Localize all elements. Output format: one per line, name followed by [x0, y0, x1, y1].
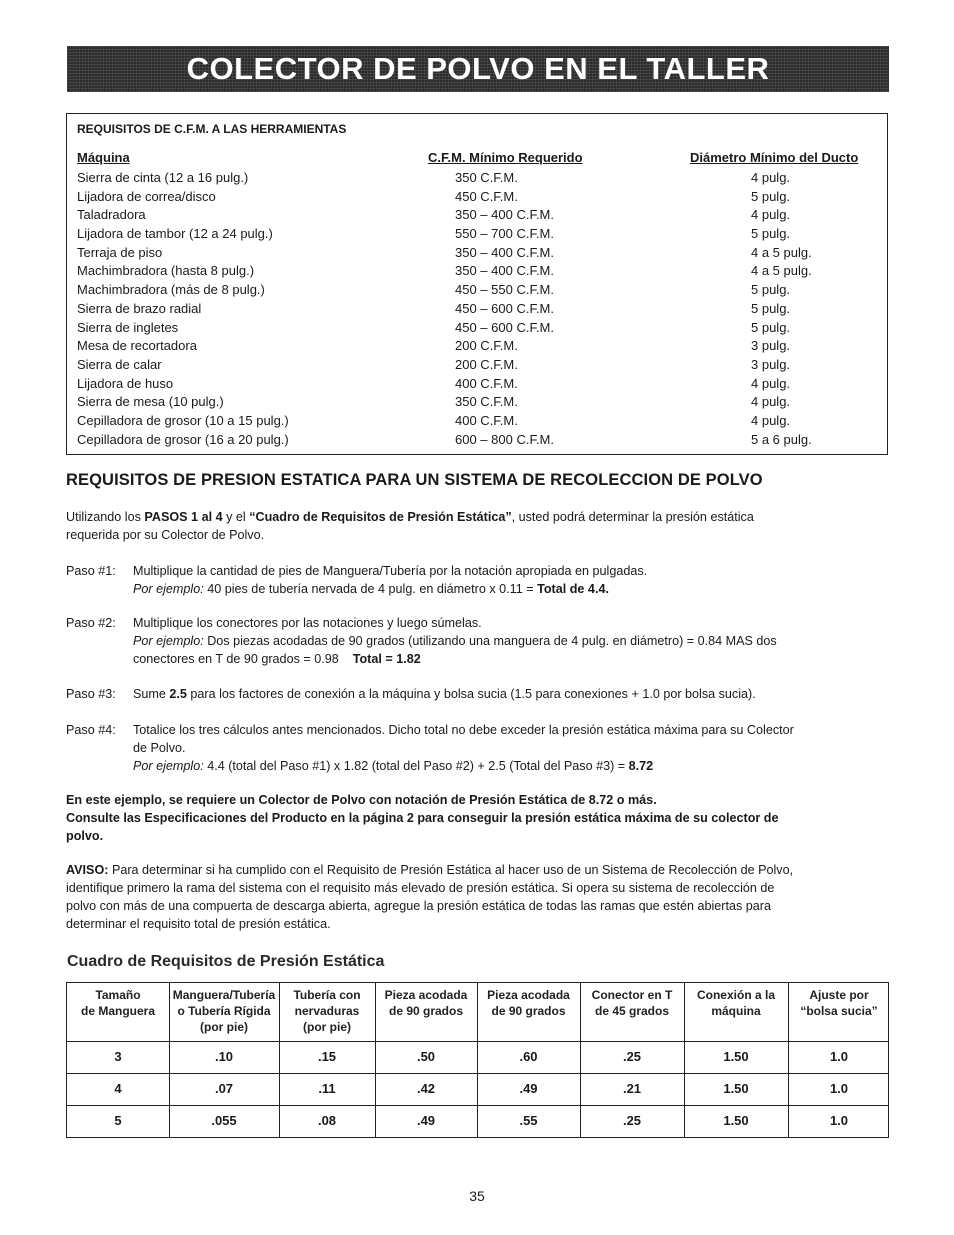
machine-cell: Machimbradora (hasta 8 pulg.): [77, 263, 255, 279]
step-1-text: Multiplique la cantidad de pies de Manguera/Tubería por la notación apropiada en pulgadas.: [133, 564, 648, 578]
machine-cell: Lijadora de huso: [77, 375, 174, 391]
table-row: [67, 301, 887, 320]
page-banner: [67, 46, 889, 92]
machine-cell: Sierra de mesa (10 pulg.): [77, 394, 224, 410]
table-cell: .42: [416, 1081, 436, 1096]
table-cell: 1.50: [723, 1081, 749, 1096]
cfm-cell: 450 C.F.M.: [455, 188, 518, 204]
table-cell: .49: [416, 1113, 436, 1128]
machine-cell: Machimbradora (más de 8 pulg.): [77, 282, 265, 298]
duct-cell: 5 pulg.: [751, 188, 791, 204]
duct-cell: 5 pulg.: [751, 282, 791, 298]
column-header-line: de 90 grados: [388, 1004, 464, 1018]
step-4-example-label: Por ejemplo:: [133, 759, 204, 773]
notice-label: AVISO:: [66, 863, 109, 877]
table-cell: 1.50: [723, 1049, 749, 1064]
table-cell: 5: [114, 1113, 122, 1128]
cfm-cell: 350 C.F.M.: [455, 394, 518, 410]
table-cell: .08: [317, 1113, 337, 1128]
table-cell: 1.0: [829, 1113, 849, 1128]
conclusion-line: polvo.: [66, 829, 104, 843]
table-cell: .25: [622, 1113, 642, 1128]
cfm-cell: 450 – 600 C.F.M.: [455, 319, 554, 335]
table-row: [67, 245, 887, 264]
conclusion-line: En este ejemplo, se requiere un Colector de Polvo con notación de Presión Estática de 8.72 o más.: [66, 793, 657, 807]
column-header-line: [375, 1019, 477, 1035]
cfm-cell: 400 C.F.M.: [455, 412, 518, 428]
column-header-line: máquina: [711, 1004, 761, 1018]
sp-table-title: Cuadro de Requisitos de Presión Estática: [67, 953, 385, 970]
duct-cell: 4 a 5 pulg.: [751, 263, 812, 279]
duct-cell: 5 pulg.: [751, 319, 791, 335]
page-number: 35: [469, 1188, 485, 1204]
machine-cell: Sierra de calar: [77, 356, 162, 372]
column-header-line: Tamaño: [95, 988, 141, 1002]
step-2-body: [133, 614, 873, 668]
conclusion-line: Consulte las Especificaciones del Producto en la página 2 para conseguir la presión estática máxima de su colector de: [66, 811, 779, 825]
step-2-example-label: Por ejemplo:: [133, 634, 204, 648]
table-row: [67, 282, 887, 301]
table-row: [67, 226, 887, 245]
table-cell: .50: [416, 1049, 436, 1064]
table-row: [67, 170, 887, 189]
column-header-line: Conector en T: [591, 988, 673, 1002]
step-3-text: para los factores de conexión a la máquina y bolsa sucia (1.5 para conexiones + 1.0 por bolsa sucia).: [186, 687, 756, 701]
column-header-duct: Diámetro Mínimo del Ducto: [690, 150, 859, 165]
column-header-line: (por pie): [200, 1020, 248, 1034]
table-row: [67, 263, 887, 282]
column-header-line: de 90 grados: [491, 1004, 566, 1018]
row-divider: [67, 1073, 888, 1074]
table-cell: .11: [318, 1081, 336, 1096]
column-header-line: o Tubería Rígida: [177, 1004, 271, 1018]
step-4-text: Totalice los tres cálculos antes mencionados. Dicho total no debe exceder la presión estática máxima para su Colector: [133, 723, 794, 737]
machine-cell: Mesa de recortadora: [77, 338, 197, 354]
cfm-cell: 350 – 400 C.F.M.: [455, 207, 554, 223]
static-pressure-table: [66, 982, 889, 1138]
step-2-example-cont: conectores en T de 90 grados = 0.98: [133, 652, 353, 666]
table-row: [67, 338, 887, 357]
table-cell: 4: [114, 1081, 122, 1096]
intro-text: , usted podrá determinar la presión estática: [511, 510, 754, 524]
table-cell: .21: [622, 1081, 642, 1096]
column-header-line: [67, 1019, 169, 1035]
step-1-example: 40 pies de tubería nervada de 4 pulg. en diámetro x 0.11 =: [203, 582, 538, 596]
duct-cell: 4 pulg.: [751, 412, 791, 428]
step-3-text: Sume: [133, 687, 170, 701]
conclusion-paragraph: [66, 791, 888, 845]
column-header-line: [684, 1019, 788, 1035]
duct-cell: 4 a 5 pulg.: [751, 244, 812, 260]
column-header: [684, 987, 788, 1035]
table-cell: .10: [214, 1049, 234, 1064]
table-cell: .60: [519, 1049, 538, 1064]
machine-cell: Cepilladora de grosor (16 a 20 pulg.): [77, 431, 289, 447]
column-header-cfm: C.F.M. Mínimo Requerido: [428, 150, 583, 165]
step-4-body: [133, 721, 873, 775]
table-cell: .15: [317, 1049, 337, 1064]
row-divider: [67, 1041, 888, 1042]
column-header: [580, 987, 684, 1035]
machine-cell: Lijadora de correa/disco: [77, 188, 216, 204]
duct-cell: 3 pulg.: [751, 338, 791, 354]
column-header: [67, 987, 169, 1035]
intro-paragraph: [66, 508, 888, 544]
table-cell: 1.0: [829, 1049, 849, 1064]
table-cell: 1.0: [829, 1081, 849, 1096]
notice-line: Para determinar si ha cumplido con el Requisito de Presión Estática al hacer uso de un Sistema de Recolección de Polvo,: [108, 863, 794, 877]
step-3-body: [133, 685, 873, 703]
cfm-cell: 550 – 700 C.F.M.: [455, 226, 554, 242]
column-header-line: Tubería con: [293, 988, 361, 1002]
notice-line: polvo con más de una compuerta de descarga abierta, agregue la presión estática de todas las ramas que estén abiertas para: [66, 899, 771, 913]
table-cell: .55: [519, 1113, 538, 1128]
step-2-text: Multiplique los conectores por las notaciones y luego súmelas.: [133, 616, 482, 630]
column-header: [169, 987, 279, 1035]
table-row: [67, 394, 887, 413]
machine-cell: Lijadora de tambor (12 a 24 pulg.): [77, 226, 273, 242]
duct-cell: 5 pulg.: [751, 300, 791, 316]
intro-bold-steps: PASOS 1 al 4: [144, 510, 223, 524]
table-row: [67, 376, 887, 395]
table-cell: 1.50: [723, 1113, 749, 1128]
column-header: [477, 987, 580, 1035]
machine-cell: Terraja de piso: [77, 244, 163, 260]
column-header-machine: Máquina: [77, 150, 130, 165]
step-4-example: 4.4 (total del Paso #1) x 1.82 (total del Paso #2) + 2.5 (Total del Paso #3) =: [203, 759, 629, 773]
step-4-label: Paso #4:: [66, 723, 116, 737]
table-row: [67, 320, 887, 339]
column-header-line: de 45 grados: [594, 1004, 670, 1018]
column-header: [375, 987, 477, 1035]
column-header-line: [580, 1019, 684, 1035]
notice-line: determinar el requisito total de presión estática.: [66, 917, 331, 931]
step-1-label: Paso #1:: [66, 564, 116, 578]
cfm-cell: 450 – 600 C.F.M.: [455, 300, 554, 316]
table-row: [67, 189, 887, 208]
column-header: [788, 987, 890, 1035]
duct-cell: 5 pulg.: [751, 226, 791, 242]
cfm-cell: 200 C.F.M.: [455, 356, 518, 372]
duct-cell: 4 pulg.: [751, 394, 791, 410]
cfm-cell: 350 – 400 C.F.M.: [455, 263, 554, 279]
column-header-line: (por pie): [303, 1020, 351, 1034]
intro-text: y el: [222, 510, 250, 524]
table-row: [67, 413, 887, 432]
table-row: [67, 357, 887, 376]
duct-cell: 5 a 6 pulg.: [751, 431, 812, 447]
table-cell: 3: [114, 1049, 122, 1064]
table-row: [67, 207, 887, 226]
step-2-label: Paso #2:: [66, 616, 116, 630]
machine-cell: Sierra de cinta (12 a 16 pulg.): [77, 170, 249, 185]
step-3-value: 2.5: [169, 687, 187, 701]
intro-text: Utilizando los: [66, 510, 145, 524]
cfm-cell: 350 C.F.M.: [455, 170, 518, 185]
column-header-line: Pieza acodada: [384, 988, 468, 1002]
section-heading: REQUISITOS DE PRESION ESTATICA PARA UN SISTEMA DE RECOLECCION DE POLVO: [66, 471, 763, 489]
step-4-text-cont: de Polvo.: [133, 741, 186, 755]
step-1-example-label: Por ejemplo:: [133, 582, 204, 596]
step-1-total: Total de 4.4.: [537, 582, 609, 596]
notice-paragraph: [66, 861, 888, 933]
cfm-cell: 400 C.F.M.: [455, 375, 518, 391]
intro-bold-chart: “Cuadro de Requisitos de Presión Estática”: [249, 510, 512, 524]
cfm-cell: 450 – 550 C.F.M.: [455, 282, 554, 298]
column-header-line: Conexión a la: [696, 988, 776, 1002]
machine-cell: Taladradora: [77, 207, 146, 223]
duct-cell: 4 pulg.: [751, 207, 791, 223]
cfm-cell: 350 – 400 C.F.M.: [455, 244, 554, 260]
page-title: COLECTOR DE POLVO EN EL TALLER: [186, 51, 770, 86]
step-3-label: Paso #3:: [66, 687, 116, 701]
column-header-line: Pieza acodada: [487, 988, 570, 1002]
intro-text: requerida por su Colector de Polvo.: [66, 528, 265, 542]
column-header-line: [477, 1019, 580, 1035]
cfm-cell: 600 – 800 C.F.M.: [455, 431, 554, 447]
row-divider: [67, 1105, 888, 1106]
column-header-line: Manguera/Tubería: [172, 988, 276, 1002]
table-cell: .49: [519, 1081, 538, 1096]
table-cell: .07: [214, 1081, 234, 1096]
column-header-line: [788, 1019, 890, 1035]
step-2-total: Total = 1.82: [352, 652, 421, 666]
column-header: [279, 987, 375, 1035]
step-2-example: Dos piezas acodadas de 90 grados (utilizando una manguera de 4 pulg. en diámetro) = 0.84 MAS dos: [203, 634, 777, 648]
step-4-total: 8.72: [628, 759, 654, 773]
column-header-line: de Manguera: [80, 1004, 155, 1018]
cfm-rows: [67, 170, 887, 450]
duct-cell: 3 pulg.: [751, 356, 791, 372]
table-row: [67, 432, 887, 451]
cfm-requirements-table: [66, 113, 888, 455]
machine-cell: Cepilladora de grosor (10 a 15 pulg.): [77, 412, 289, 428]
duct-cell: 4 pulg.: [751, 375, 791, 391]
machine-cell: Sierra de ingletes: [77, 319, 179, 335]
table-cell: .055: [211, 1113, 237, 1128]
step-1-body: [133, 562, 873, 598]
table-cell: .25: [622, 1049, 642, 1064]
machine-cell: Sierra de brazo radial: [77, 300, 202, 316]
notice-line: identifique primero la rama del sistema con el requisito más elevado de presión estática. Si opera su sistema de recolección de: [66, 881, 775, 895]
column-header-line: Ajuste por: [809, 988, 869, 1002]
cfm-cell: 200 C.F.M.: [455, 338, 518, 354]
column-header-line: nervaduras: [294, 1004, 360, 1018]
duct-cell: 4 pulg.: [751, 170, 791, 185]
column-header-line: “bolsa sucia”: [800, 1004, 878, 1018]
cfm-table-title: REQUISITOS DE C.F.M. A LAS HERRAMIENTAS: [77, 122, 347, 136]
